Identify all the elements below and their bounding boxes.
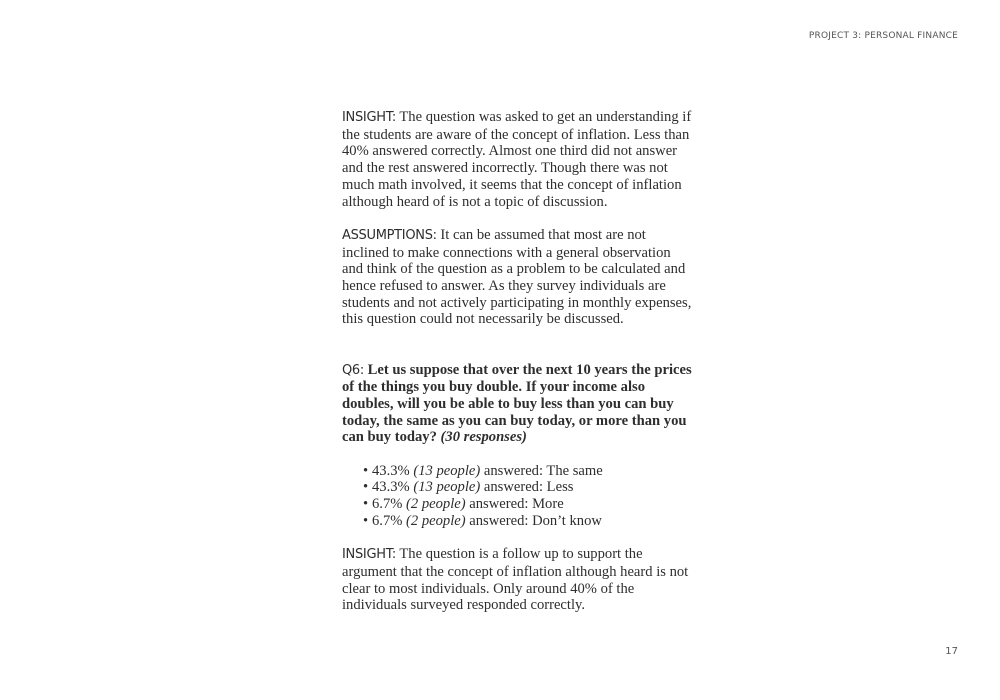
result-people: (13 people) — [409, 462, 481, 479]
list-item — [363, 463, 692, 480]
results-list — [342, 463, 692, 530]
result-answer: answered: Less — [480, 479, 574, 496]
list-item — [363, 496, 692, 513]
insight-paragraph — [342, 109, 692, 210]
insight-label: INSIGHT: — [342, 110, 396, 125]
result-people: (2 people) — [402, 512, 466, 529]
bullet-icon: • — [363, 512, 369, 529]
result-answer: answered: Don’t know — [465, 512, 602, 529]
result-percent: 6.7% — [372, 512, 403, 529]
result-percent: 43.3% — [372, 462, 410, 479]
result-percent: 43.3% — [372, 479, 410, 496]
question-label: Q6: — [342, 362, 364, 378]
bullet-icon: • — [363, 462, 369, 479]
result-people: (13 people) — [409, 479, 481, 496]
result-percent: 6.7% — [372, 496, 403, 513]
list-item — [363, 513, 692, 530]
insight-text: The question was asked to get an understanding if the students are aware of the concept of inflation. Less than 40% answered correctly. Almost one third did not answer and the rest answered incorrectly. Though there was not much math involved, it seems that the concept of inflation although heard of is not a topic of discussion. — [342, 109, 692, 210]
bullet-icon: • — [363, 479, 369, 496]
assumptions-label: ASSUMPTIONS: — [342, 227, 437, 243]
result-answer: answered: The same — [480, 462, 603, 479]
bullet-icon: • — [363, 496, 369, 513]
question-responses: (30 responses) — [436, 429, 527, 446]
question-text: Let us suppose that over the next 10 years the prices of the things you buy double. If your income also doubles, will you be able to buy less than you can buy today, the same as you can buy today, or more than you can buy today? — [342, 361, 692, 446]
page-number: 17 — [945, 646, 958, 657]
running-header: PROJECT 3: PERSONAL FINANCE — [808, 31, 958, 41]
insight-text-2: The question is a follow up to support the argument that the concept of inflation although heard is not clear to most individuals. Only around 40% of the individuals surveyed responded correctly. — [342, 546, 689, 614]
assumptions-paragraph — [342, 227, 692, 328]
assumptions-text: It can be assumed that most are not inclined to make connections with a general observation and think of the question as a problem to be calculated and hence refused to answer. As they survey individuals are students and not actively participating in monthly expenses, this question could not necessarily be discussed. — [342, 226, 692, 328]
insight-paragraph-2 — [342, 546, 692, 614]
insight-label-2: INSIGHT: — [342, 547, 396, 563]
question-paragraph — [342, 362, 692, 447]
list-item — [363, 479, 692, 496]
result-people: (2 people) — [402, 496, 466, 513]
page-body — [342, 109, 692, 614]
result-answer: answered: More — [465, 496, 564, 513]
